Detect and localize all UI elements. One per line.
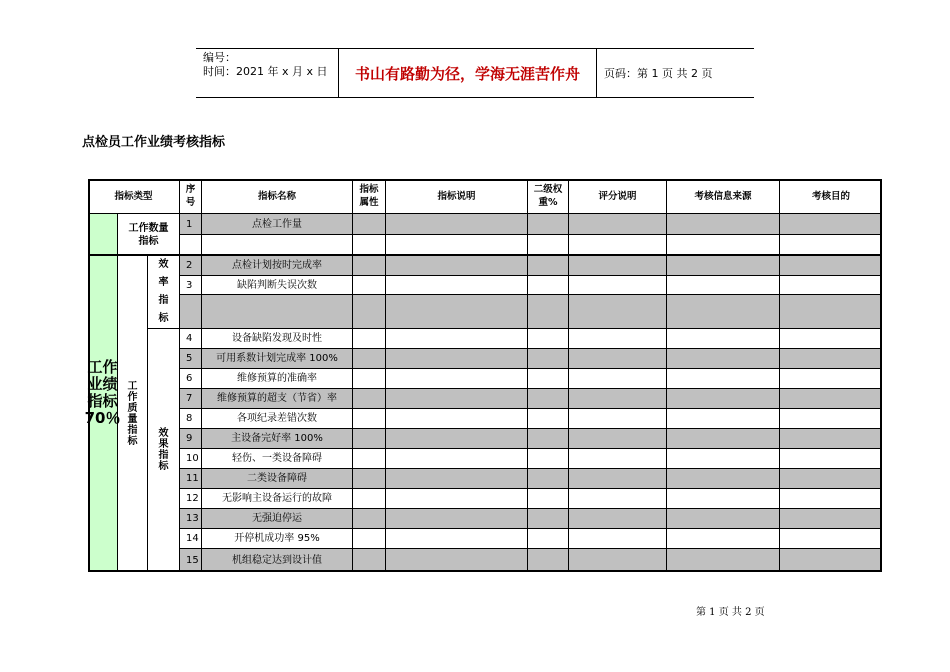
table-cell-weight (528, 529, 569, 549)
table-cell-source (667, 449, 780, 469)
group-work-quality: 工作质量指标 (118, 256, 148, 572)
table-cell-desc (386, 256, 528, 276)
header-name: 指标名称 (202, 179, 353, 214)
table-cell-seq (180, 235, 202, 256)
table-cell-name: 各项纪录差错次数 (202, 409, 353, 429)
table-cell-purpose (780, 295, 882, 329)
table-cell-attr (353, 449, 386, 469)
table-cell-desc (386, 389, 528, 409)
table-cell-scoring (569, 509, 667, 529)
table-cell-purpose (780, 349, 882, 369)
table-cell-source (667, 235, 780, 256)
table-cell-purpose (780, 529, 882, 549)
table-cell-purpose (780, 409, 882, 429)
header-desc: 指标说明 (386, 179, 528, 214)
table-cell-desc (386, 369, 528, 389)
page-header (196, 48, 754, 98)
table-cell-scoring (569, 329, 667, 349)
table-cell-seq: 14 (180, 529, 202, 549)
table-cell-source (667, 469, 780, 489)
table-cell-attr (353, 489, 386, 509)
table-cell-source (667, 549, 780, 572)
table-cell-source (667, 429, 780, 449)
table-cell-name: 可用系数计划完成率 100% (202, 349, 353, 369)
table-cell-attr (353, 256, 386, 276)
table-cell-purpose (780, 449, 882, 469)
table-cell-source (667, 509, 780, 529)
table-cell-attr (353, 369, 386, 389)
table-cell-seq: 3 (180, 276, 202, 295)
table-cell-desc (386, 329, 528, 349)
table-cell-purpose (780, 369, 882, 389)
table-cell-desc (386, 349, 528, 369)
table-cell-weight (528, 469, 569, 489)
table-cell-source (667, 529, 780, 549)
table-cell-source (667, 349, 780, 369)
table-cell-desc (386, 449, 528, 469)
kpi-table (84, 179, 882, 572)
table-cell-scoring (569, 469, 667, 489)
table-cell-weight (528, 349, 569, 369)
table-cell-weight (528, 295, 569, 329)
page-label: 页码：第 1 页 共 2 页 (604, 67, 713, 80)
table-cell-name: 机组稳定达到设计值 (202, 549, 353, 572)
group-work-quantity: 工作数量指标 (118, 214, 180, 256)
table-cell-attr (353, 469, 386, 489)
table-cell-attr (353, 409, 386, 429)
table-cell-attr (353, 276, 386, 295)
table-cell-name: 开停机成功率 95% (202, 529, 353, 549)
table-cell-purpose (780, 329, 882, 349)
table-cell-scoring (569, 549, 667, 572)
table-cell-seq: 10 (180, 449, 202, 469)
table-cell-scoring (569, 349, 667, 369)
table-cell-name: 缺陷判断失误次数 (202, 276, 353, 295)
header-source: 考核信息来源 (667, 179, 780, 214)
table-cell-desc (386, 529, 528, 549)
table-cell-weight (528, 549, 569, 572)
table-cell-source (667, 214, 780, 235)
table-cell-weight (528, 256, 569, 276)
table-cell-attr (353, 235, 386, 256)
table-cell-name: 二类设备障碍 (202, 469, 353, 489)
time-label: 时间：2021 年 x 月 x 日 (203, 65, 328, 78)
table-cell-weight (528, 235, 569, 256)
table-cell-purpose (780, 389, 882, 409)
table-cell-seq: 9 (180, 429, 202, 449)
table-cell-source (667, 389, 780, 409)
table-cell-scoring (569, 489, 667, 509)
table-cell-purpose (780, 429, 882, 449)
table-cell-name: 点检工作量 (202, 214, 353, 235)
table-cell-attr (353, 509, 386, 529)
table-cell-source (667, 489, 780, 509)
table-cell-seq: 1 (180, 214, 202, 235)
table-cell-desc (386, 409, 528, 429)
table-cell-scoring (569, 214, 667, 235)
table-cell-seq: 5 (180, 349, 202, 369)
table-cell-name: 设备缺陷发现及时性 (202, 329, 353, 349)
table-cell-seq: 15 (180, 549, 202, 572)
table-cell-scoring (569, 389, 667, 409)
motto: 书山有路勤为径，学海无涯苦作舟 (339, 49, 597, 97)
table-cell-weight (528, 509, 569, 529)
table-cell-name: 无影响主设备运行的故障 (202, 489, 353, 509)
document-title: 点检员工作业绩考核指标 (82, 135, 226, 150)
table-cell-purpose (780, 276, 882, 295)
table-cell-purpose (780, 214, 882, 235)
table-cell-purpose (780, 489, 882, 509)
table-cell-scoring (569, 449, 667, 469)
table-cell-source (667, 369, 780, 389)
table-cell-desc (386, 235, 528, 256)
table-cell-attr (353, 529, 386, 549)
group-performance-70: 工作业绩指标70％ (88, 214, 118, 572)
table-cell-desc (386, 295, 528, 329)
table-cell-scoring (569, 369, 667, 389)
table-cell-desc (386, 469, 528, 489)
table-cell-desc (386, 276, 528, 295)
table-cell-source (667, 276, 780, 295)
table-cell-desc (386, 509, 528, 529)
table-cell-desc (386, 214, 528, 235)
table-cell-name (202, 295, 353, 329)
page-footer: 第 1 页 共 2 页 (696, 607, 765, 618)
table-cell-attr (353, 429, 386, 449)
table-cell-purpose (780, 509, 882, 529)
table-cell-scoring (569, 235, 667, 256)
table-cell-scoring (569, 256, 667, 276)
table-cell-source (667, 256, 780, 276)
section-divider (88, 254, 882, 256)
header-weight: 二级权重% (528, 179, 569, 214)
header-attr: 指标属性 (353, 179, 386, 214)
table-cell-desc (386, 549, 528, 572)
table-cell-seq: 7 (180, 389, 202, 409)
table-cell-name: 点检计划按时完成率 (202, 256, 353, 276)
group-effect: 效果指标 (148, 329, 180, 572)
table-cell-seq: 12 (180, 489, 202, 509)
table-cell-attr (353, 295, 386, 329)
table-cell-name: 轻伤、一类设备障碍 (202, 449, 353, 469)
header-purpose: 考核目的 (780, 179, 882, 214)
table-cell-seq: 6 (180, 369, 202, 389)
table-cell-weight (528, 449, 569, 469)
table-cell-seq: 13 (180, 509, 202, 529)
table-cell-scoring (569, 409, 667, 429)
table-cell-purpose (780, 469, 882, 489)
table-cell-weight (528, 409, 569, 429)
table-cell-weight (528, 214, 569, 235)
table-cell-seq (180, 295, 202, 329)
table-cell-name (202, 235, 353, 256)
table-cell-attr (353, 549, 386, 572)
table-cell-source (667, 329, 780, 349)
table-cell-scoring (569, 295, 667, 329)
table-cell-source (667, 409, 780, 429)
table-cell-scoring (569, 276, 667, 295)
table-cell-scoring (569, 429, 667, 449)
table-cell-weight (528, 329, 569, 349)
header-scoring: 评分说明 (569, 179, 667, 214)
group-efficiency: 效率指标 (148, 256, 180, 329)
table-cell-name: 维修预算的准确率 (202, 369, 353, 389)
table-cell-attr (353, 389, 386, 409)
table-cell-weight (528, 429, 569, 449)
table-cell-weight (528, 489, 569, 509)
table-cell-desc (386, 489, 528, 509)
table-cell-name: 维修预算的超支（节省）率 (202, 389, 353, 409)
table-cell-desc (386, 429, 528, 449)
table-cell-source (667, 295, 780, 329)
table-cell-weight (528, 369, 569, 389)
table-cell-attr (353, 214, 386, 235)
table-cell-seq: 11 (180, 469, 202, 489)
table-cell-purpose (780, 235, 882, 256)
table-cell-seq: 4 (180, 329, 202, 349)
header-info (196, 49, 339, 97)
table-cell-name: 主设备完好率 100% (202, 429, 353, 449)
table-cell-scoring (569, 529, 667, 549)
table-cell-name: 无强迫停运 (202, 509, 353, 529)
table-cell-seq: 2 (180, 256, 202, 276)
table-cell-attr (353, 329, 386, 349)
header-seq: 序号 (180, 179, 202, 214)
table-cell-seq: 8 (180, 409, 202, 429)
table-cell-purpose (780, 549, 882, 572)
table-cell-attr (353, 349, 386, 369)
table-cell-weight (528, 389, 569, 409)
header-type: 指标类型 (88, 179, 180, 214)
number-label: 编号： (203, 51, 236, 64)
table-cell-purpose (780, 256, 882, 276)
table-cell-weight (528, 276, 569, 295)
